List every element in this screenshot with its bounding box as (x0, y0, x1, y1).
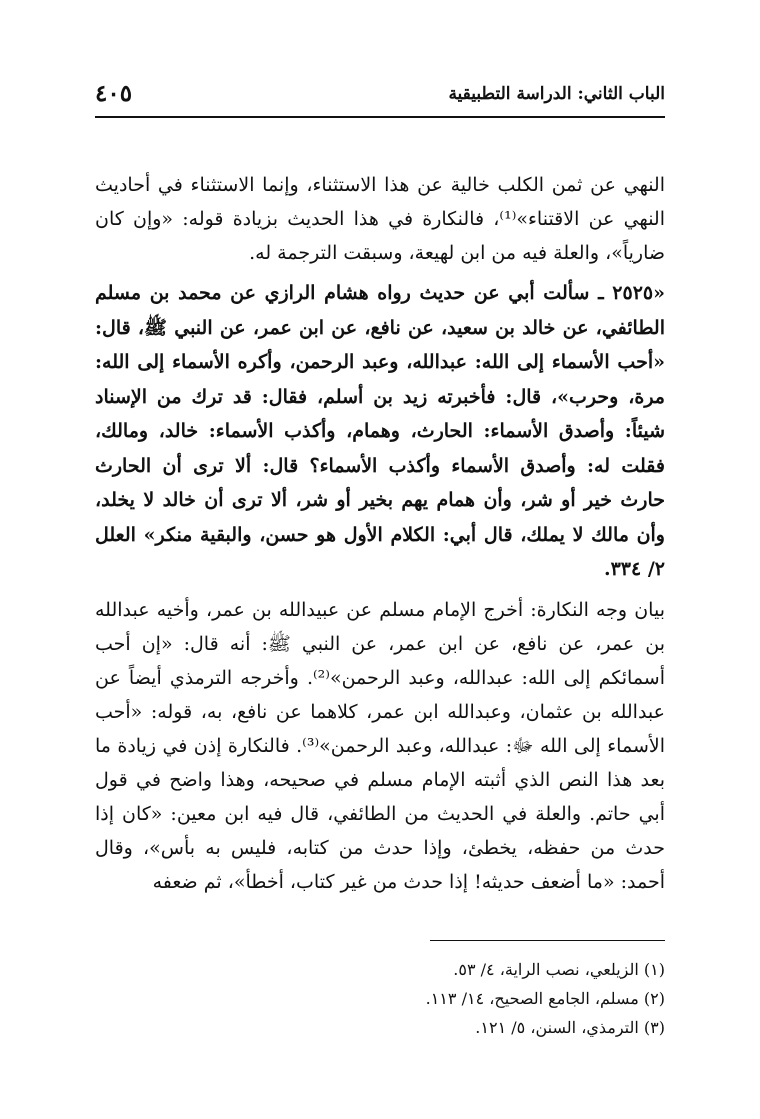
header-rule (95, 116, 665, 118)
page-number: ٤٠٥ (95, 80, 133, 107)
footnote-3: (٣) الترمذي، السنن، ٥/ ١٢١. (475, 1018, 665, 1037)
paragraph-intro: النهي عن ثمن الكلب خالية عن هذا الاستثناء، وإنما الاستثناء في أحاديث النهي عن الاقتناء»⁽¹⁾، فالنكارة في هذا الحديث بزيادة قوله: «وإن كان ضارياً»، والعلة فيه من ابن لهيعة، وسبقت الترجمة له. (95, 174, 665, 264)
footnote-2: (٢) مسلم، الجامع الصحيح، ١٤/ ١١٣. (425, 989, 665, 1008)
paragraph-question: «٢٥٢٥ ـ سألت أبي عن حديث رواه هشام الرازي عن محمد بن مسلم الطائفي، عن خالد بن سعيد، عن نافع، عن ابن عمر، عن النبي ﷺ، قال: «أحب الأسماء إلى الله: عبدالله، وعبد الرحمن، وأكره الأسماء إلى الله: مرة، وحرب»، قال: فأخبرته زيد بن أسلم، فقال: قد ترك من الإسناد شيئاً: وأصدق الأسماء: الحارث، وهمام، وأكذب الأسماء: خالد، ومالك، فقلت له: وأصدق الأسماء وأكذب الأسماء؟ قال: ألا ترى أن الحارث حارث خير أو شر، وأن همام يهم بخير أو شر، ألا ترى أن خالد لا يخلد، وأن مالك لا يملك، قال أبي: الكلام الأول هو حسن، والبقية منكر» العلل ٢/ ٣٣٤. (95, 282, 665, 580)
paragraph-explanation: بيان وجه النكارة: أخرج الإمام مسلم عن عبيدالله بن عمر، وأخيه عبدالله بن عمر، عن نافع، عن ابن عمر، عن النبي ﷺ: أنه قال: «إن أحب أسمائكم إلى الله: عبدالله، وعبد الرحمن»⁽²⁾. وأخرجه الترمذي أيضاً عن عبدالله بن عثمان، وعبدالله ابن عمر، كلاهما عن نافع، به، قوله: «أحب الأسماء إلى الله ﷻ: عبدالله، وعبد الرحمن»⁽³⁾. فالنكارة إذن في زيادة ما بعد هذا النص الذي أثبته الإمام مسلم في صحيحه، وهذا واضح في قول أبي حاتم. والعلة في الحديث من الطائفي، قال فيه ابن معين: «كان إذا حدث من حفظه، يخطئ، وإذا حدث من كتابه، فليس به بأس»، وقال أحمد: «ما أضعف حديثه! إذا حدث من غير كتاب، أخطأ»، ثم ضعفه (95, 598, 665, 893)
footnotes (95, 955, 665, 1042)
footnote-rule (430, 940, 665, 941)
running-title: الباب الثاني: الدراسة التطبيقية (448, 84, 665, 104)
body-text (95, 168, 665, 899)
page-header (95, 80, 665, 118)
footnote-1: (١) الزيلعي، نصب الراية، ٤/ ٥٣. (453, 960, 665, 979)
